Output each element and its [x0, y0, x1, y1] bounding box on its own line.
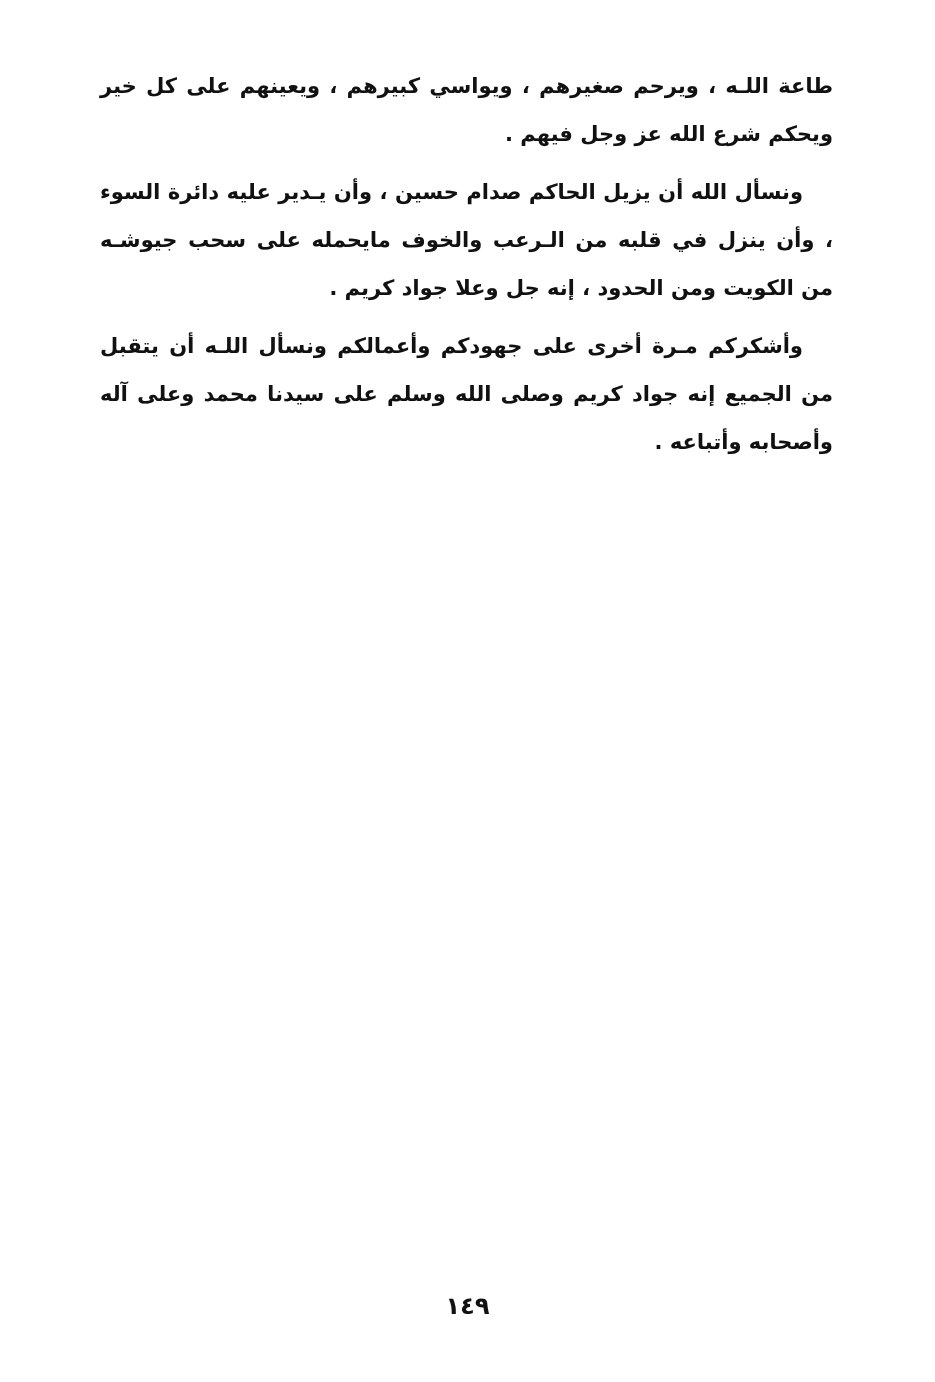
paragraph-3: وأشكركم مـرة أخرى على جهودكم وأعمالكم ونسأل اللـه أن يتقبل من الجميع إنه جواد كريم وصلى الله وسلم على سيدنا محمد وعلى آله وأصحابه وأتباعه . [100, 334, 833, 454]
paragraph-1: طاعة اللـه ، ويرحم صغيرهم ، ويواسي كبيرهم ، ويعينهم على كل خير ويحكم شرع الله عز وجل فيهم . [100, 74, 833, 146]
paragraph-2: ونسأل الله أن يزيل الحاكم صدام حسين ، وأن يـدير عليه دائرة السوء ، وأن ينزل في قلبه من الـرعب والخوف مايحمله على سحب جيوشـه من الكويت ومن الحدود ، إنه جل وعلا جواد كريم . [100, 180, 833, 300]
page-number: ١٤٩ [445, 1292, 490, 1320]
body-text [100, 62, 833, 476]
